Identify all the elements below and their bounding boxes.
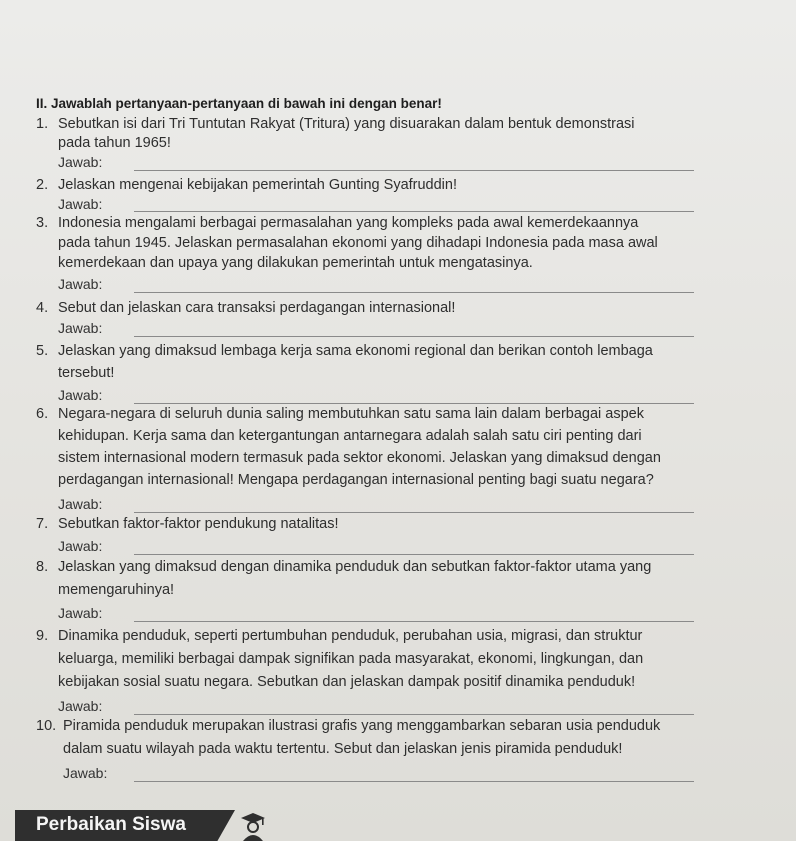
graduate-icon — [240, 811, 266, 841]
q6-answer-line — [134, 512, 694, 513]
q5-answer-line — [134, 403, 694, 404]
q3-line-2: pada tahun 1945. Jelaskan permasalahan ekonomi yang dihadapi Indonesia pada masa awal — [58, 235, 658, 251]
q5-line-1: Jelaskan yang dimaksud lembaga kerja sama ekonomi regional dan berikan contoh lembaga — [58, 343, 653, 359]
q6-answer-label: Jawab: — [58, 496, 103, 512]
q10-line-1: Piramida penduduk merupakan ilustrasi grafis yang menggambarkan sebaran usia penduduk — [63, 718, 661, 734]
footer-label: Perbaikan Siswa — [36, 814, 186, 835]
q3-number: 3. — [36, 215, 49, 231]
q8-number: 8. — [36, 559, 49, 575]
q1-line-2: pada tahun 1965! — [58, 135, 171, 151]
q5-answer-label: Jawab: — [58, 387, 103, 403]
q9-line-1: Dinamika penduduk, seperti pertumbuhan penduduk, perubahan usia, migrasi, dan struktur — [58, 628, 643, 644]
q4-line-1: Sebut dan jelaskan cara transaksi perdagangan internasional! — [58, 300, 456, 316]
q5-number: 5. — [36, 343, 49, 359]
q7-answer-line — [134, 554, 694, 555]
q6-line-2: kehidupan. Kerja sama dan ketergantungan antarnegara adalah salah satu ciri penting dari — [58, 428, 642, 444]
q10-line-2: dalam suatu wilayah pada waktu tertentu. Sebut dan jelaskan jenis piramida penduduk! — [63, 741, 623, 757]
q9-answer-line — [134, 714, 694, 715]
q9-number: 9. — [36, 628, 49, 644]
q6-line-3: sistem internasional modern termasuk pada sektor ekonomi. Jelaskan yang dimaksud dengan — [58, 450, 661, 466]
q2-number: 2. — [36, 177, 49, 193]
q3-line-1: Indonesia mengalami berbagai permasalahan yang kompleks pada awal kemerdekaannya — [58, 215, 639, 231]
q3-answer-line — [134, 292, 694, 293]
q1-number: 1. — [36, 116, 49, 132]
q8-answer-line — [134, 621, 694, 622]
q8-line-2: memengaruhinya! — [58, 582, 175, 598]
q2-line-1: Jelaskan mengenai kebijakan pemerintah Gunting Syafruddin! — [58, 177, 457, 193]
q1-answer-label: Jawab: — [58, 154, 103, 170]
q7-number: 7. — [36, 516, 49, 532]
q4-answer-label: Jawab: — [58, 320, 103, 336]
q4-answer-line — [134, 336, 694, 337]
q1-line-1: Sebutkan isi dari Tri Tuntutan Rakyat (Tritura) yang disuarakan dalam bentuk demonstrasi — [58, 116, 635, 132]
q2-answer-label: Jawab: — [58, 196, 103, 212]
q10-answer-label: Jawab: — [63, 765, 108, 781]
q10-number: 10. — [36, 718, 57, 734]
q10-answer-line — [134, 781, 694, 782]
q8-answer-label: Jawab: — [58, 605, 103, 621]
q6-line-1: Negara-negara di seluruh dunia saling membutuhkan satu sama lain dalam berbagai aspek — [58, 406, 644, 422]
q7-answer-label: Jawab: — [58, 538, 103, 554]
q1-answer-line — [134, 170, 694, 171]
q6-line-4: perdagangan internasional! Mengapa perdagangan internasional penting bagi suatu negara? — [58, 472, 654, 488]
q7-line-1: Sebutkan faktor-faktor pendukung natalitas! — [58, 516, 339, 532]
q9-line-3: kebijakan sosial suatu negara. Sebutkan dan jelaskan dampak positif dinamika penduduk! — [58, 674, 636, 690]
q3-line-3: kemerdekaan dan upaya yang dilakukan pemerintah untuk mengatasinya. — [58, 255, 533, 271]
q9-line-2: keluarga, memiliki berbagai dampak signifikan pada masyarakat, ekonomi, lingkungan, dan — [58, 651, 644, 667]
q9-answer-label: Jawab: — [58, 698, 103, 714]
q5-line-2: tersebut! — [58, 365, 115, 381]
q2-answer-line — [134, 211, 694, 212]
section-title: II. Jawablah pertanyaan-pertanyaan di bawah ini dengan benar! — [36, 96, 442, 111]
q4-number: 4. — [36, 300, 49, 316]
q6-number: 6. — [36, 406, 49, 422]
q3-answer-label: Jawab: — [58, 276, 103, 292]
q8-line-1: Jelaskan yang dimaksud dengan dinamika penduduk dan sebutkan faktor-faktor utama yang — [58, 559, 652, 575]
